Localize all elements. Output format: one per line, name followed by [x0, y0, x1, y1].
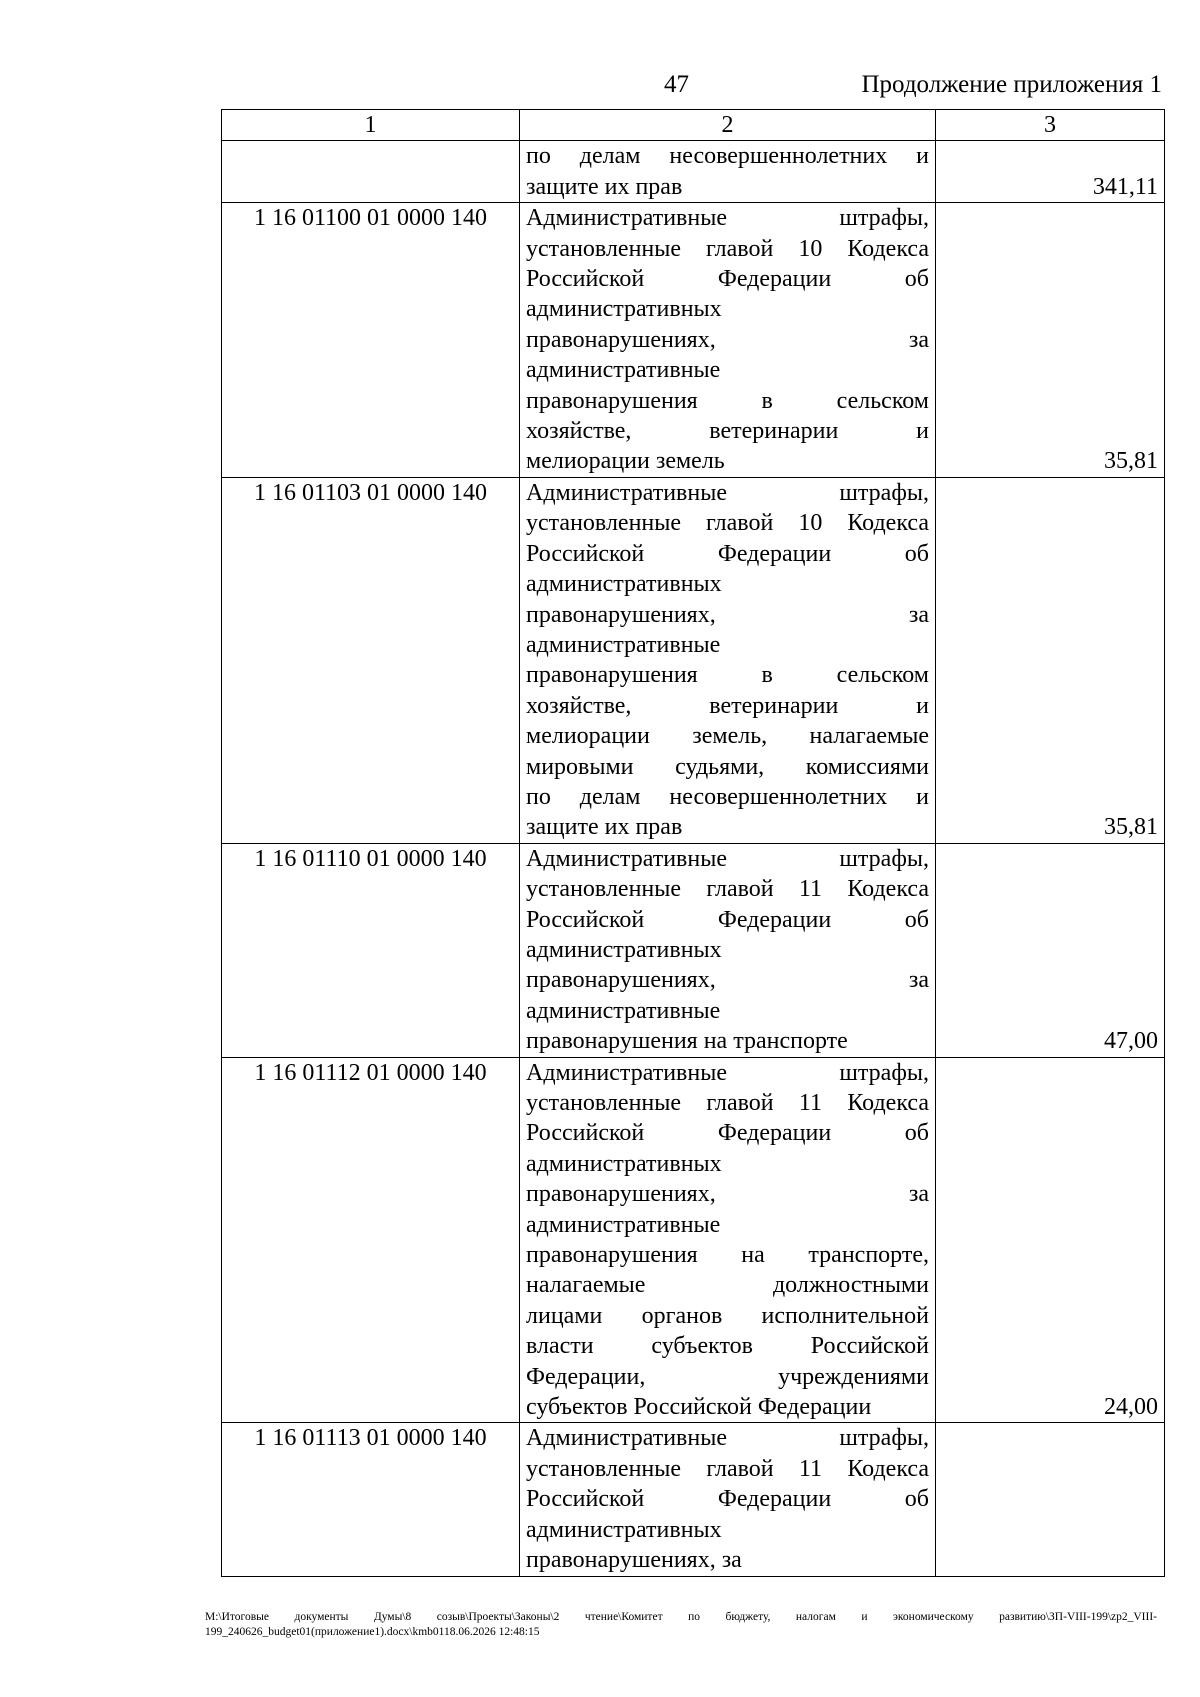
- description-line: установленные главой 10 Кодекса: [526, 510, 929, 537]
- column-header-1: 1: [222, 110, 520, 141]
- description-line: мелиорации земель, налагаемые: [526, 723, 929, 750]
- description-line: административные: [526, 1211, 721, 1238]
- description-line: административных: [526, 936, 722, 963]
- description-line: административные: [526, 631, 721, 658]
- budget-code-cell: 1 16 01100 01 0000 140: [222, 203, 520, 478]
- file-path-footer: M:\Итоговые документы Думы\8 созыв\Проекты\Законы\2 чтение\Комитет по бюджету, налогам и экономическому развитию\ЗП-VIII-199\zp2_VIII-199_240626_budget01(приложение1).docx\kmb0118.06.2026 12:48:15: [205, 1611, 1157, 1638]
- description-line: установленные главой 10 Кодекса: [526, 235, 929, 262]
- description-line: правонарушениях, за: [526, 601, 929, 628]
- amount-cell: 47,00: [936, 843, 1165, 1057]
- description-line: административные: [526, 357, 721, 384]
- description-line: установленные главой 11 Кодекса: [526, 1090, 929, 1116]
- description-line: по делам несовершеннолетних и: [526, 143, 929, 170]
- description-line: установленные главой 11 Кодекса: [526, 1455, 929, 1482]
- amount-cell: 24,00: [936, 1057, 1165, 1423]
- description-cell: [520, 1423, 936, 1576]
- description-cell: [520, 477, 936, 843]
- budget-code-cell: 1 16 01113 01 0000 140: [222, 1423, 520, 1576]
- description-line: лицами органов исполнительной: [526, 1302, 929, 1329]
- description-line: правонарушения на транспорте,: [526, 1242, 929, 1269]
- budget-code-cell: 1 16 01103 01 0000 140: [222, 477, 520, 843]
- description-line: Административные штрафы,: [526, 205, 929, 232]
- table-row: [222, 1423, 1165, 1576]
- description-line: правонарушениях, за: [526, 1181, 929, 1208]
- amount-cell: [936, 1423, 1165, 1576]
- description-line: налагаемые должностными: [526, 1272, 929, 1299]
- page-number: 47: [664, 71, 689, 98]
- description-line: административных: [526, 1516, 722, 1543]
- description-line: правонарушениях, за: [526, 326, 929, 353]
- description-line: мировыми судьями, комиссиями: [526, 753, 929, 780]
- table-row: [222, 1057, 1165, 1423]
- description-line: Федерации, учреждениями: [526, 1363, 929, 1390]
- column-header-3: 3: [936, 110, 1165, 141]
- description-line: Российской Федерации об: [526, 906, 929, 933]
- description-line: защите их прав: [526, 814, 683, 841]
- description-line: Российской Федерации об: [526, 1486, 929, 1513]
- description-cell: [520, 843, 936, 1057]
- description-line: по делам несовершеннолетних и: [526, 783, 929, 810]
- description-cell: [520, 203, 936, 478]
- description-line: хозяйстве, ветеринарии и: [526, 418, 929, 445]
- description-cell: [520, 141, 936, 203]
- description-line: Российской Федерации об: [526, 266, 929, 293]
- description-line: мелиорации земель: [526, 448, 725, 475]
- table-row: [222, 141, 1165, 203]
- description-line: правонарушения в сельском: [526, 662, 929, 689]
- budget-code-cell: 1 16 01110 01 0000 140: [222, 843, 520, 1057]
- description-line: власти субъектов Российской: [526, 1333, 929, 1360]
- amount-cell: 35,81: [936, 477, 1165, 843]
- description-line: установленные главой 11 Кодекса: [526, 876, 929, 903]
- description-line: Административные штрафы,: [526, 845, 929, 872]
- description-line: административных: [526, 296, 722, 323]
- description-line: Российской Федерации об: [526, 540, 929, 567]
- description-line: хозяйстве, ветеринарии и: [526, 692, 929, 719]
- table-body: [222, 141, 1165, 1576]
- budget-table: [221, 109, 1165, 1577]
- description-line: защите их прав: [526, 173, 683, 200]
- description-line: правонарушения на транспорте: [526, 1028, 848, 1055]
- description-line: Административные штрафы,: [526, 479, 929, 506]
- continuation-label: Продолжение приложения 1: [861, 71, 1162, 98]
- column-header-2: 2: [520, 110, 936, 141]
- description-line: административных: [526, 1150, 722, 1177]
- budget-code-cell: [222, 141, 520, 203]
- budget-code-cell: 1 16 01112 01 0000 140: [222, 1057, 520, 1423]
- description-line: правонарушения в сельском: [526, 387, 929, 414]
- description-line: Административные штрафы,: [526, 1425, 929, 1452]
- description-line: правонарушениях, за: [526, 967, 929, 994]
- amount-cell: 341,11: [936, 141, 1165, 203]
- table-header-row: [222, 110, 1165, 141]
- description-line: субъектов Российской Федерации: [526, 1394, 872, 1421]
- description-cell: [520, 1057, 936, 1423]
- table-row: [222, 203, 1165, 478]
- description-line: Российской Федерации об: [526, 1120, 929, 1147]
- table-row: [222, 843, 1165, 1057]
- amount-cell: 35,81: [936, 203, 1165, 478]
- description-line: административных: [526, 571, 722, 598]
- description-line: правонарушениях, за: [526, 1547, 742, 1574]
- table-row: [222, 477, 1165, 843]
- description-line: административные: [526, 997, 721, 1024]
- description-line: Административные штрафы,: [526, 1059, 929, 1086]
